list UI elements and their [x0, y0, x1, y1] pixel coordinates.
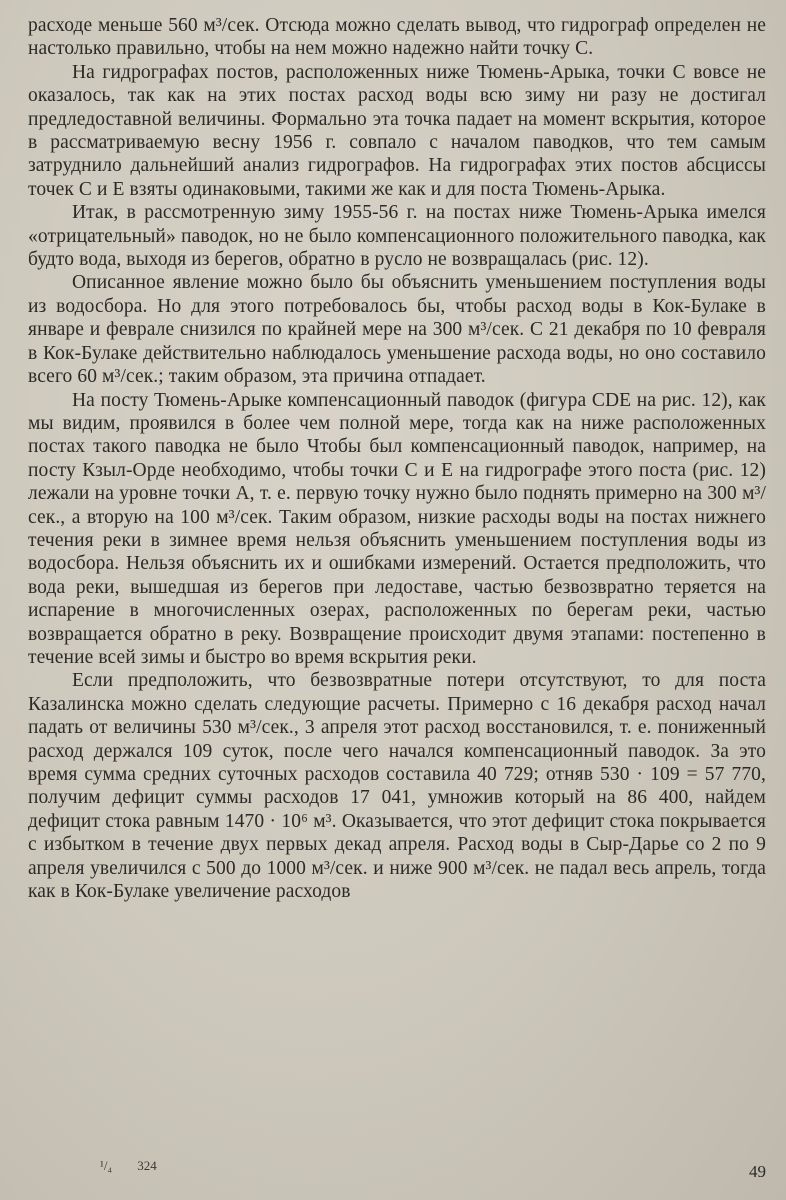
paragraph: Итак, в рассмотренную зиму 1955-56 г. на постах ниже Тюмень-Арыка имелся «отрицательный» паводок, но не было компенсационного положительного паводка, как будто вода, выходя из берегов, обратно в русло не возвращалась (рис. 12). — [28, 202, 766, 271]
body-text — [28, 14, 766, 903]
signature-mark: ¹/₄ — [100, 1158, 113, 1173]
paragraph: Описанное явление можно было бы объяснить уменьшением поступления воды из водосбора. Но для этого потребовалось бы, чтобы расход воды в Кок-Булаке в январе и феврале снизился по крайней мере на 300 м³/сек. С 21 декабря по 10 февраля в Кок-Булаке действительно наблюдалось уменьшение расхода воды, но оно составило всего 60 м³/сек.; таким образом, эта причина отпадает. — [28, 272, 766, 388]
print-signature — [100, 1158, 179, 1174]
paragraph: На посту Тюмень-Арыке компенсационный паводок (фигура CDE на рис. 12), как мы видим, проявился в более чем полной мере, тогда как на ниже расположенных постах такого паводка не было Чтобы был компенсационный паводок, например, на посту Кзыл-Орде необходимо, чтобы точки C и E на гидрографе этого поста (рис. 12) лежали на уровне точки A, т. е. первую точку нужно было поднять примерно на 300 м³/сек., а вторую на 100 м³/сек. Таким образом, низкие расходы воды на постах нижнего течения реки в зимнее время нельзя объяснить уменьшением поступления воды из водосбора. Нельзя объяснить их и ошибками измерений. Остается предположить, что вода реки, вышедшая из берегов при ледоставе, частью безвозвратно теряется на испарение в многочисленных озерах, расположенных по берегам реки, частью возвращается обратно в реку. Возвращение происходит двумя этапами: постепенно в течение всей зимы и быстро во время вскрытия реки. — [28, 389, 766, 668]
paragraph: расходе меньше 560 м³/сек. Отсюда можно сделать вывод, что гидрограф определен не настолько правильно, чтобы на нем можно надежно найти точку C. — [28, 15, 766, 60]
page-number: 49 — [749, 1162, 766, 1181]
paragraph: На гидрографах постов, расположенных ниже Тюмень-Арыка, точки C вовсе не оказалось, так как на этих постах расход воды всю зиму ни разу не достигал предледоставной величины. Формально эта точка падает на момент вскрытия, которое в рассматриваемую весну 1956 г. совпало с началом паводков, что тем самым затруднило дальнейший анализ гидрографов. На гидрографах этих постов абсциссы точек C и E взяты одинаковыми, такими же как и для поста Тюмень-Арыка. — [28, 61, 766, 200]
order-number: 324 — [137, 1158, 157, 1173]
paragraph: Если предположить, что безвозвратные потери отсутствуют, то для поста Казалинска можно сделать следующие расчеты. Примерно с 16 декабря расход начал падать от величины 530 м³/сек., 3 апреля этот расход восстановился, т. е. пониженный расход держался 109 суток, после чего начался компенсационный паводок. За это время сумма средних суточных расходов составила 40 729; отняв 530 · 109 = 57 770, получим дефицит суммы расходов 17 041, умножив который на 86 400, найдем дефицит стока равным 1470 · 10⁶ м³. Оказывается, что этот дефицит стока покрывается с избытком в течение двух первых декад апреля. Расход воды в Сыр-Дарье со 2 по 9 апреля увеличился с 500 до 1000 м³/сек. и ниже 900 м³/сек. не падал весь апрель, тогда как в Кок-Булаке увеличение расходов — [28, 670, 766, 903]
